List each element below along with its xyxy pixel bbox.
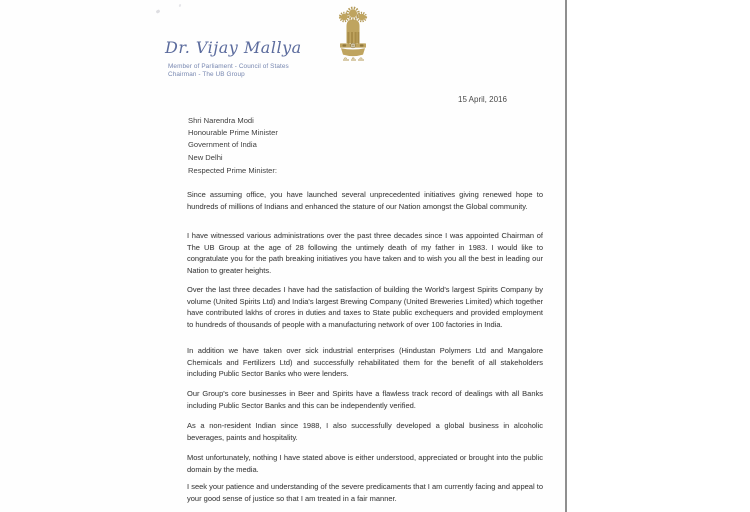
letter-paragraph-8: I seek your patience and understanding of the severe predicaments that I am currently facing and appeal to your good sense of justice so that I am treated in a fair manner.	[187, 482, 543, 503]
recipient-line: New Delhi	[188, 152, 223, 162]
letterhead-name: Dr. Vijay Mallya	[165, 38, 302, 57]
recipient-line: Government of India	[188, 140, 257, 150]
letter-paragraph-7: Most unfortunately, nothing I have stated above is either understood, appreciated or brought into the public domain by the media.	[187, 453, 543, 474]
scan-smudge	[156, 9, 161, 14]
recipient-line: Shri Narendra Modi	[188, 116, 254, 125]
letter-paragraph-5: Our Group's core businesses in Beer and Spirits have a flawless track record of dealings with all Banks including Public Sector Banks and this can be independently verified.	[187, 389, 543, 410]
scan-page-edge-line	[565, 0, 567, 512]
letter-paragraph-4: In addition we have taken over sick industrial enterprises (Hindustan Polymers Ltd and Mangalore Chemicals and Fertilizers Ltd) and successfully rehabilitated them for the benefit of all stakeholders including Public Sector Banks who were lenders.	[187, 346, 543, 378]
lion-capital	[339, 8, 367, 56]
satyameva-jayate-motto	[343, 58, 364, 60]
recipient-line: Honourable Prime Minister	[188, 128, 278, 138]
salutation: Respected Prime Minister:	[188, 166, 278, 175]
india-state-emblem-icon	[332, 3, 374, 63]
letter-paragraph-2: I have witnessed various administrations over the past three decades since I was appointed Chairman of The UB Group at the age of 28 following the untimely death of my father in 1983. I would like to congratulate you for the path breaking initiatives you have taken and to wish you all the best in leading our Nation to greater heights.	[187, 231, 543, 275]
letterhead-title-line-2: Chairman - The UB Group	[168, 71, 245, 78]
letter-paragraph-1: Since assuming office, you have launched several unprecedented initiatives giving renewed hope to hundreds of millions of Indians and enhanced the stature of our Nation amongst the Global community.	[187, 190, 543, 211]
letter-paragraph-3: Over the last three decades I have had the satisfaction of building the World's largest Spirits Company by volume (United Spirits Ltd) and India's largest Brewing Company (United Breweries Limited) which together have contributed lakhs of crores in duties and taxes to State public exchequers and provided employment to hundreds of thousands of people with a manufacturing network of over 100 factories in India.	[187, 285, 543, 329]
letter-date: 15 April, 2016	[458, 95, 507, 104]
scan-smudge	[179, 4, 182, 8]
letterhead-title-line-1: Member of Parliament - Council of States	[168, 63, 289, 70]
letter-paragraph-6: As a non-resident Indian since 1988, I also successfully developed a global business in alcoholic beverages, paints and hospitality.	[187, 421, 543, 442]
recipient-address-block	[188, 115, 278, 164]
